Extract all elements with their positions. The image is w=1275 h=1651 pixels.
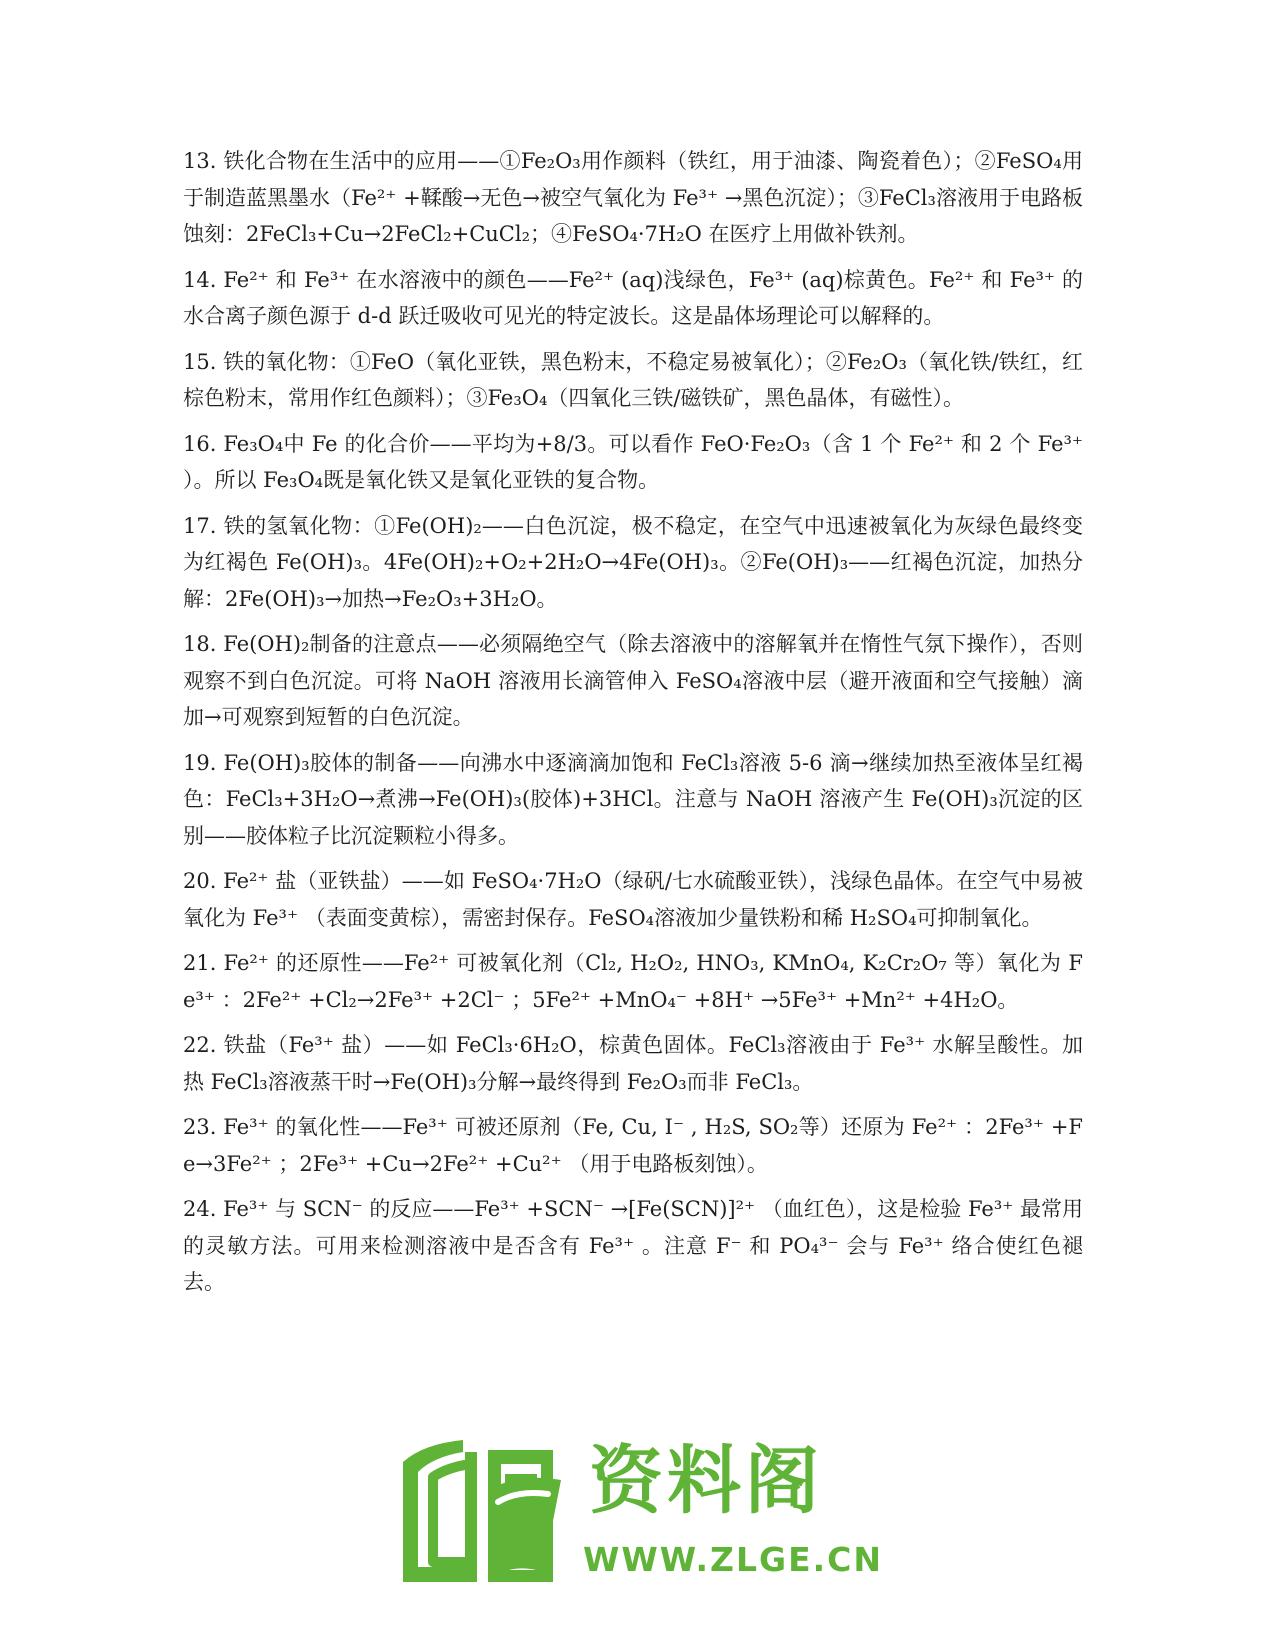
list-item: 23. Fe³⁺ 的氧化性——Fe³⁺ 可被还原剂（Fe, Cu, I⁻ , H₂S, SO₂等）还原为 Fe²⁺ ：2Fe³⁺ +Fe→3Fe²⁺ ；2Fe³⁺ +Cu→2Fe²⁺ +Cu²⁺ （用于电路板刻蚀）。 xyxy=(183,1115,1083,1176)
watermark-logo xyxy=(393,1432,884,1592)
list-item: 20. Fe²⁺ 盐（亚铁盐）——如 FeSO₄·7H₂O（绿矾/七水硫酸亚铁），浅绿色晶体。在空气中易被氧化为 Fe³⁺ （表面变黄棕），需密封保存。FeSO₄溶液加少量铁粉和稀 H₂SO₄可抑制氧化。 xyxy=(183,869,1083,930)
list-item: 13. 铁化合物在生活中的应用——①Fe₂O₃用作颜料（铁红，用于油漆、陶瓷着色）；②FeSO₄用于制造蓝黑墨水（Fe²⁺ +鞣酸→无色→被空气氧化为 Fe³⁺ →黑色沉淀）；③FeCl₃溶液用于电路板蚀刻：2FeCl₃+Cu→2FeCl₂+CuCl₂；④FeSO₄·7H₂O 在医疗上用做补铁剂。 xyxy=(183,149,1083,246)
list-item: 18. Fe(OH)₂制备的注意点——必须隔绝空气（除去溶液中的溶解氧并在惰性气氛下操作），否则观察不到白色沉淀。可将 NaOH 溶液用长滴管伸入 FeSO₄溶液中层（避开液面和空气接触）滴加→可观察到短暂的白色沉淀。 xyxy=(183,632,1083,729)
list-item: 14. Fe²⁺ 和 Fe³⁺ 在水溶液中的颜色——Fe²⁺ (aq)浅绿色，Fe³⁺ (aq)棕黄色。Fe²⁺ 和 Fe³⁺ 的水合离子颜色源于 d-d 跃迁吸收可见光的特定波长。这是晶体场理论可以解释的。 xyxy=(183,267,1083,328)
list-item: 17. 铁的氢氧化物：①Fe(OH)₂——白色沉淀，极不稳定，在空气中迅速被氧化为灰绿色最终变为红褐色 Fe(OH)₃。4Fe(OH)₂+O₂+2H₂O→4Fe(OH)₃。②Fe(OH)₃——红褐色沉淀，加热分解：2Fe(OH)₃→加热→Fe₂O₃+3H₂O。 xyxy=(183,513,1083,611)
open-book-icon xyxy=(393,1432,573,1592)
logo-title: 资料阁 xyxy=(589,1438,823,1524)
logo-url: WWW.ZLGE.CN xyxy=(583,1540,884,1579)
list-item: 15. 铁的氧化物：①FeO（氧化亚铁，黑色粉末，不稳定易被氧化）；②Fe₂O₃（氧化铁/铁红，红棕色粉末，常用作红色颜料）；③Fe₃O₄（四氧化三铁/磁铁矿，黑色晶体，有磁性）。 xyxy=(183,349,1083,410)
list-item: 19. Fe(OH)₃胶体的制备——向沸水中逐滴滴加饱和 FeCl₃溶液 5-6 滴→继续加热至液体呈红褐色：FeCl₃+3H₂O→煮沸→Fe(OH)₃(胶体)+3HCl。注意与 NaOH 溶液产生 Fe(OH)₃沉淀的区别——胶体粒子比沉淀颗粒小得多。 xyxy=(183,750,1083,848)
list-item: 16. Fe₃O₄中 Fe 的化合价——平均为+8/3。可以看作 FeO·Fe₂O₃（含 1 个 Fe²⁺ 和 2 个 Fe³⁺ ）。所以 Fe₃O₄既是氧化铁又是氧化亚铁的复合物。 xyxy=(183,431,1083,492)
document-body xyxy=(183,143,1083,1310)
list-item: 24. Fe³⁺ 与 SCN⁻ 的反应——Fe³⁺ +SCN⁻ →[Fe(SCN)]²⁺ （血红色），这是检验 Fe³⁺ 最常用的灵敏方法。可用来检测溶液中是否含有 Fe³⁺ 。注意 F⁻ 和 PO₄³⁻ 会与 Fe³⁺ 络合使红色褪去。 xyxy=(183,1197,1084,1294)
list-item: 21. Fe²⁺ 的还原性——Fe²⁺ 可被氧化剂（Cl₂, H₂O₂, HNO₃, KMnO₄, K₂Cr₂O₇ 等）氧化为 Fe³⁺ ：2Fe²⁺ +Cl₂→2Fe³⁺ +2Cl⁻ ；5Fe²⁺ +MnO₄⁻ +8H⁺ →5Fe³⁺ +Mn²⁺ +4H₂O。 xyxy=(183,951,1083,1012)
list-item: 22. 铁盐（Fe³⁺ 盐）——如 FeCl₃·6H₂O，棕黄色固体。FeCl₃溶液由于 Fe³⁺ 水解呈酸性。加热 FeCl₃溶液蒸干时→Fe(OH)₃分解→最终得到 Fe₂O₃而非 FeCl₃。 xyxy=(183,1033,1083,1094)
